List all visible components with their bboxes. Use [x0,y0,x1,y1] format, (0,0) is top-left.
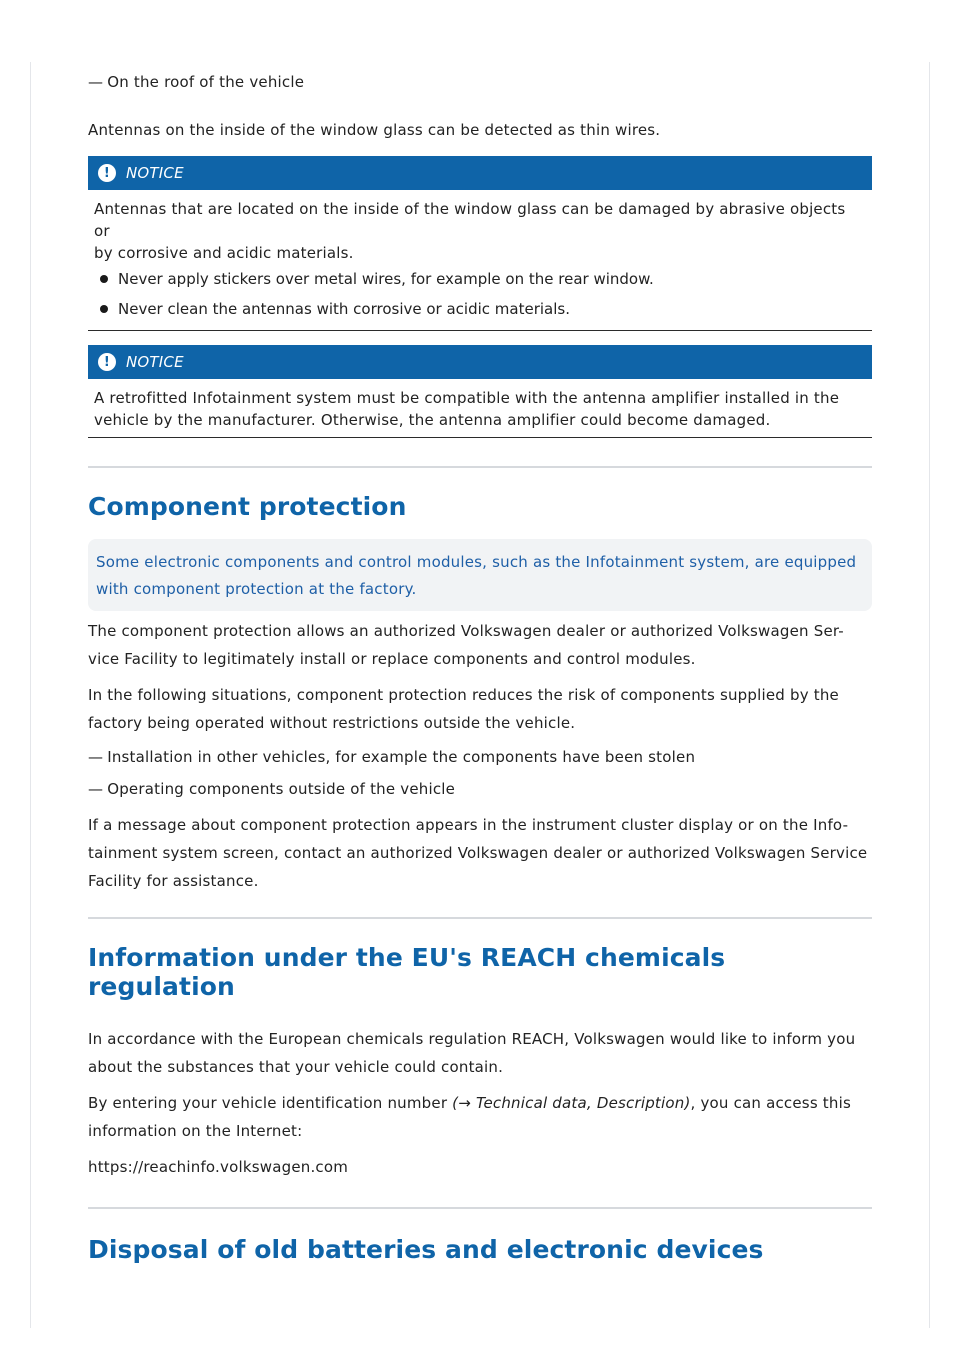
section-separator [88,1207,872,1209]
reach-p2-line2: information on the Internet: [88,1122,303,1140]
notice2-line2: vehicle by the manufacturer. Otherwise, the antenna amplifier could become damaged. [94,411,771,429]
section-separator [88,917,872,919]
component-dash-2-text: Operating components outside of the vehicle [107,780,456,798]
component-p2-line1: In the following situations, component protection reduces the risk of components supplied by the [88,686,839,704]
component-intro-line1: Some electronic components and control modules, such as the Infotainment system, are equipped [96,553,857,571]
component-dash-item-2 [88,773,872,805]
component-dash-item-1 [88,741,872,773]
reach-paragraph-2 [88,1089,872,1145]
antenna-paragraph: Antennas on the inside of the window glass can be detected as thin wires. [88,121,661,139]
exclamation-icon: ! [98,164,116,182]
reach-paragraph-1 [88,1025,872,1081]
reach-p1-line1: In accordance with the European chemicals regulation REACH, Volkswagen would like to inform you [88,1030,856,1048]
dash-marker: — [88,780,104,798]
technical-data-reference-link[interactable]: (→ Technical data, Description) [452,1094,691,1112]
page-content [88,68,872,1264]
exclamation-icon: ! [98,353,116,371]
component-p2-line2: factory being operated without restrictions outside the vehicle. [88,714,576,732]
reach-heading: Information under the EU's REACH chemicals regulation [88,943,726,1001]
component-paragraph-1 [88,617,872,673]
reach-p2-line1 [88,1089,872,1117]
component-p1-line1: The component protection allows an authorized Volkswagen dealer or authorized Volkswagen Ser- [88,622,844,640]
page-border-left [30,62,31,1328]
bullet-dot-icon [100,305,108,313]
notice-title-1: NOTICE [126,164,184,182]
reach-p2-post: , you can access this [690,1094,851,1112]
notice-header-1 [88,156,872,190]
notice-block-1 [88,156,872,331]
component-dash-list [88,741,872,805]
notice1-bullet-2 [94,294,866,324]
notice1-bullet-2-text: Never clean the antennas with corrosive or acidic materials. [118,300,570,318]
bullet-dot-icon [100,275,108,283]
reach-p2-pre: By entering your vehicle identification number [88,1094,453,1112]
component-p3-line3: Facility for assistance. [88,872,259,890]
component-dash-1-text: Installation in other vehicles, for example the components have been stolen [107,748,696,766]
notice1-bullet-1 [94,264,866,294]
reach-url-link[interactable]: https://reachinfo.volkswagen.com [88,1158,349,1176]
page-border-right [929,62,930,1328]
component-p3-line1: If a message about component protection appears in the instrument cluster display or on the Info- [88,816,849,834]
component-paragraph-3 [88,811,872,895]
component-intro-box [88,539,872,611]
roof-dash-item [88,68,872,96]
notice1-line2: by corrosive and acidic materials. [94,244,354,262]
component-protection-heading: Component protection [88,492,407,521]
component-p1-line2: vice Facility to legitimately install or replace components and control modules. [88,650,696,668]
notice2-line1: A retrofitted Infotainment system must be compatible with the antenna amplifier installed in the [94,389,840,407]
component-paragraph-2 [88,681,872,737]
component-intro-line2: with component protection at the factory. [96,580,417,598]
roof-text: On the roof of the vehicle [107,73,305,91]
reach-p1-line2: about the substances that your vehicle could contain. [88,1058,504,1076]
notice-title-2: NOTICE [126,353,184,371]
component-p3-line2: tainment system screen, contact an authorized Volkswagen dealer or authorized Volkswagen Service [88,844,868,862]
notice-header-2 [88,345,872,379]
notice-body-1 [88,190,872,331]
notice-block-2 [88,345,872,438]
notice-body-2 [88,379,872,438]
dash-marker: — [88,748,104,766]
disposal-heading: Disposal of old batteries and electronic devices [88,1235,764,1264]
notice1-line1: Antennas that are located on the inside of the window glass can be damaged by abrasive objects or [94,200,846,240]
dash-marker: — [88,73,104,91]
notice1-bullet-1-text: Never apply stickers over metal wires, for example on the rear window. [118,270,654,288]
section-separator [88,466,872,468]
